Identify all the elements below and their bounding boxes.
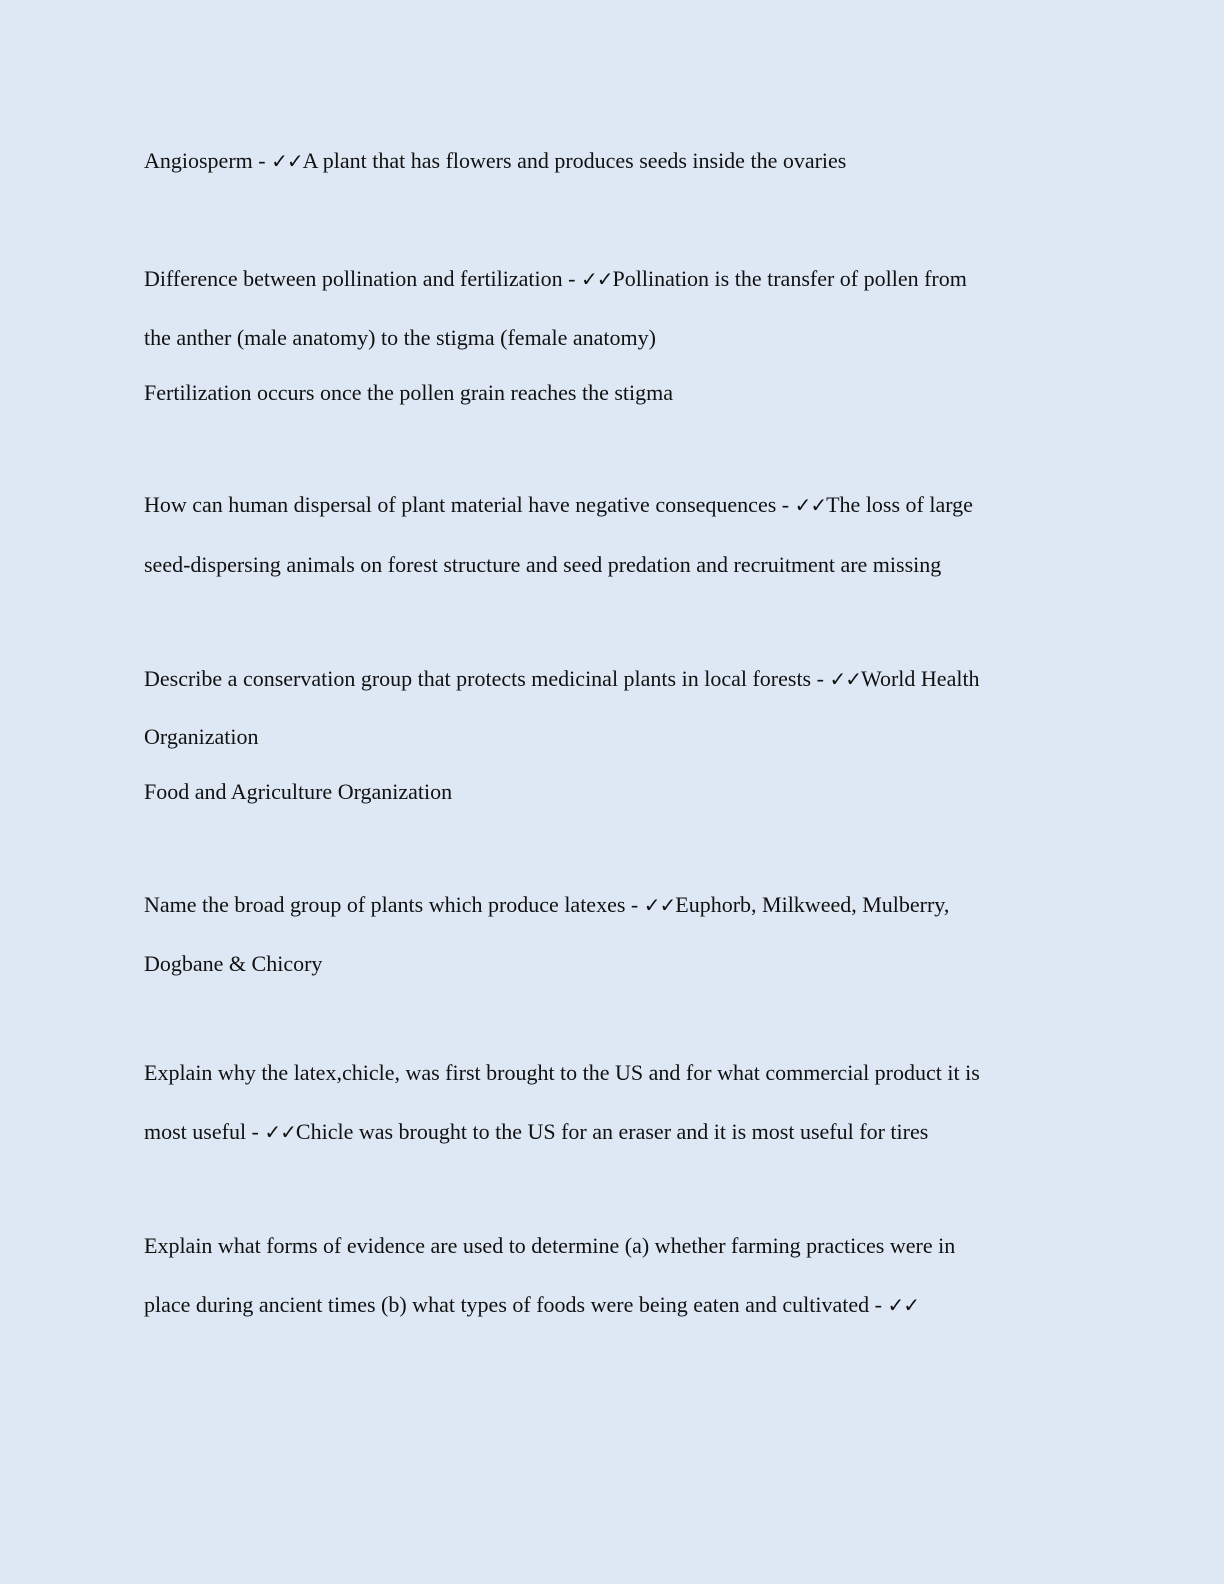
answer-continuation: the anther (male anatomy) to the stigma (female anatomy)	[144, 325, 656, 350]
term-text: Name the broad group of plants which produce latexes -	[144, 892, 644, 917]
answer-text: World Health	[860, 666, 980, 691]
term-text: place during ancient times (b) what types of foods were being eaten and cultivated -	[144, 1292, 888, 1317]
answer-text: Euphorb, Milkweed, Mulberry,	[675, 892, 950, 917]
answer-text: A plant that has flowers and produces seeds inside the ovaries	[302, 148, 847, 173]
entry-angiosperm	[144, 148, 846, 174]
entry-human-dispersal	[144, 492, 973, 518]
entry-farming-evidence-continuation	[144, 1292, 919, 1318]
double-check-icon: ✓✓	[794, 493, 827, 517]
term-text: Describe a conservation group that protects medicinal plants in local forests -	[144, 666, 830, 691]
answer-continuation: Dogbane & Chicory	[144, 951, 323, 976]
entry-pollination-fertilization	[144, 266, 967, 292]
double-check-icon: ✓✓	[887, 1293, 919, 1317]
term-text: Explain why the latex,chicle, was first brought to the US and for what commercial product it is	[144, 1060, 980, 1085]
answer-text: The loss of large	[826, 492, 973, 517]
double-check-icon: ✓✓	[580, 267, 613, 291]
answer-continuation: Fertilization occurs once the pollen grain reaches the stigma	[144, 380, 674, 405]
term-text: Difference between pollination and fertilization -	[144, 266, 581, 291]
answer-text: Chicle was brought to the US for an eraser and it is most useful for tires	[295, 1119, 929, 1144]
answer-continuation: Organization	[144, 724, 259, 749]
entry-latex-plants	[144, 892, 949, 918]
double-check-icon: ✓✓	[271, 149, 303, 173]
answer-text: Pollination is the transfer of pollen from	[612, 266, 967, 291]
term-text: Angiosperm -	[144, 148, 272, 173]
term-text: most useful -	[144, 1119, 265, 1144]
entry-chicle-continuation	[144, 1119, 928, 1145]
entry-conservation-group	[144, 666, 980, 692]
answer-continuation: Food and Agriculture Organization	[144, 779, 453, 804]
double-check-icon: ✓✓	[829, 667, 861, 691]
double-check-icon: ✓✓	[643, 893, 676, 917]
term-text: Explain what forms of evidence are used to determine (a) whether farming practices were in	[144, 1233, 956, 1258]
entry-farming-evidence	[144, 1233, 955, 1259]
double-check-icon: ✓✓	[264, 1120, 296, 1144]
term-text: How can human dispersal of plant material have negative consequences -	[144, 492, 795, 517]
entry-chicle	[144, 1060, 980, 1086]
answer-continuation: seed-dispersing animals on forest structure and seed predation and recruitment are missing	[144, 552, 942, 577]
